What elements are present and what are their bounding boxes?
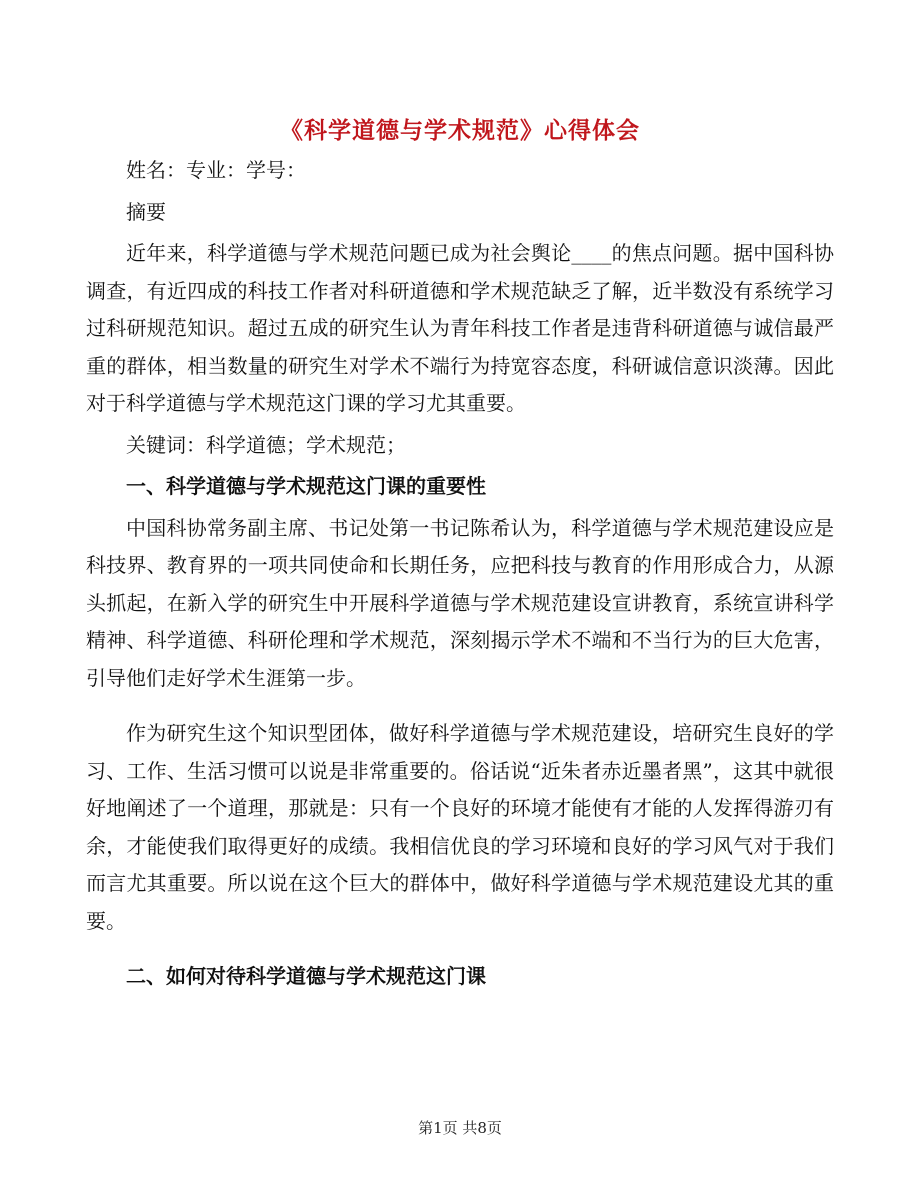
info-line: 姓名：专业：学号： xyxy=(126,158,306,182)
section1-paragraph-2: 作为研究生这个知识型团体，做好科学道德与学术规范建设，培研究生良好的学习、工作、生活习惯可以说是非常重要的。俗话说“近朱者赤近墨者黑”，这其中就很好地阐述了一个道理，那就是：只有一个良好的环境才能使有才能的人发挥得游刃有余，才能使我们取得更好的成绩。我相信优良的学习环境和良好的学习风气对于我们而言尤其重要。所以说在这个巨大的群体中，做好科学道德与学术规范建设尤其的重要。 xyxy=(86,721,834,933)
section1-paragraph-1: 中国科协常务副主席、书记处第一书记陈希认为，科学道德与学术规范建设应是科技界、教育界的一项共同使命和长期任务，应把科技与教育的作用形成合力，从源头抓起，在新入学的研究生中开展科学道德与学术规范建设宣讲教育，系统宣讲科学精神、科学道德、科研伦理和学术规范，深刻揭示学术不端和不当行为的巨大危害，引导他们走好学术生涯第一步。 xyxy=(86,515,834,690)
abstract-paragraph: 近年来，科学道德与学术规范问题已成为社会舆论____的焦点问题。据中国科协调查，有近四成的科技工作者对科研道德和学术规范缺乏了解，近半数没有系统学习过科研规范知识。超过五成的研究生认为青年科技工作者是违背科研道德与诚信最严重的群体，相当数量的研究生对学术不端行为持宽容态度，科研诚信意识淡薄。因此对于科学道德与学术规范这门课的学习尤其重要。 xyxy=(86,241,834,415)
section1-heading: 一、科学道德与学术规范这门课的重要性 xyxy=(126,474,486,498)
abstract-heading: 摘要 xyxy=(126,199,166,224)
page-number: 第1页 共8页 xyxy=(418,1119,502,1137)
document-body xyxy=(86,152,834,996)
document-title: 《科学道德与学术规范》心得体会 xyxy=(280,117,640,144)
section2-heading: 二、如何对待科学道德与学术规范这门课 xyxy=(126,964,486,988)
keywords-line: 关键词：科学道德；学术规范； xyxy=(126,432,406,457)
